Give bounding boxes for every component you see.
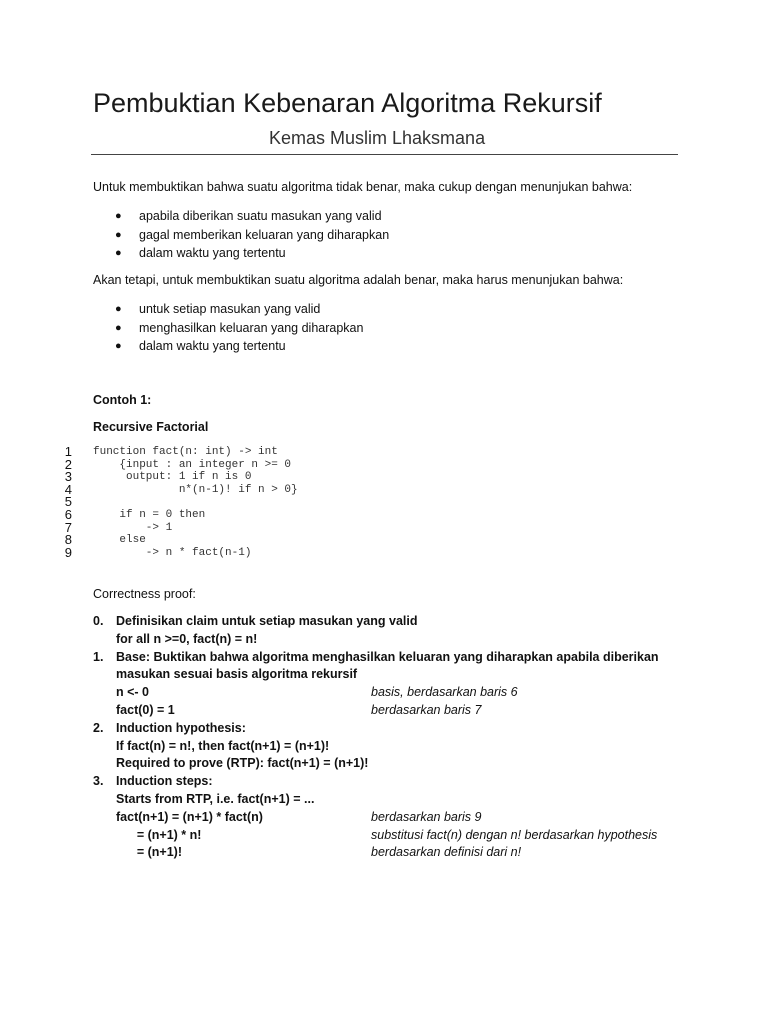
- list-item: ● dalam waktu yang tertentu: [115, 339, 286, 354]
- proof-row: 1. Base: Buktikan bahwa algoritma menghasilkan keluaran yang diharapkan apabila diberikan: [93, 649, 659, 664]
- proof-row: 2. Induction hypothesis:: [93, 720, 246, 735]
- proof-row: If fact(n) = n!, then fact(n+1) = (n+1)!: [116, 738, 330, 753]
- proof-row: fact(0) = 1 berdasarkan baris 7: [93, 702, 659, 720]
- intro-paragraph-1: Untuk membuktikan bahwa suatu algoritma tidak benar, maka cukup dengan menunjukan bahwa:: [93, 180, 633, 194]
- list-item: ● menghasilkan keluaran yang diharapkan: [115, 320, 364, 335]
- title-divider: [91, 154, 678, 155]
- code-line: [93, 496, 298, 509]
- code-line-numbers: [62, 446, 72, 559]
- example-title: Recursive Factorial: [93, 420, 209, 434]
- bullet-list-1: [115, 207, 389, 263]
- proof-row: = (n+1)! berdasarkan definisi dari n!: [93, 844, 659, 862]
- intro-paragraph-2: Akan tetapi, untuk membuktikan suatu algoritma adalah benar, maka harus menunjukan bahwa:: [93, 273, 624, 287]
- proof-row: 0. Definisikan claim untuk setiap masukan yang valid: [93, 614, 418, 628]
- code-line: n*(n-1)! if n > 0}: [93, 483, 298, 496]
- document-title: Pembuktian Kebenaran Algoritma Rekursif: [93, 88, 602, 118]
- line-number: 6: [64, 506, 72, 522]
- bullet-icon: ●: [115, 303, 122, 316]
- proof-row: for all n >=0, fact(n) = n!: [116, 631, 258, 646]
- line-number: 9: [64, 544, 72, 560]
- example-heading: Contoh 1:: [93, 393, 152, 407]
- bullet-icon: ●: [115, 340, 122, 353]
- list-item: ● untuk setiap masukan yang valid: [115, 302, 321, 317]
- code-line: if n = 0 then: [93, 508, 206, 521]
- code-block: [93, 446, 298, 559]
- proof-row: Required to prove (RTP): fact(n+1) = (n+1)!: [116, 756, 369, 771]
- proof-row: Starts from RTP, i.e. fact(n+1) = ...: [116, 791, 315, 806]
- proof-heading: Correctness proof:: [93, 587, 196, 601]
- bullet-icon: ●: [115, 210, 122, 223]
- proof-row: fact(n+1) = (n+1) * fact(n) berdasarkan baris 9: [93, 809, 659, 827]
- bullet-icon: ●: [115, 247, 122, 260]
- proof-list: [93, 613, 659, 862]
- proof-row: masukan sesuai basis algoritma rekursif: [116, 667, 358, 682]
- proof-note: berdasarkan definisi dari n!: [371, 845, 522, 860]
- proof-note: substitusi fact(n) dengan n! berdasarkan hypothesis: [371, 827, 658, 842]
- line-number: 4: [64, 481, 72, 497]
- proof-row: 3. Induction steps:: [93, 774, 213, 789]
- list-item: ● dalam waktu yang tertentu: [115, 246, 286, 261]
- bullet-list-2: [115, 300, 363, 356]
- proof-note: berdasarkan baris 7: [371, 702, 482, 717]
- code-line: -> 1: [93, 521, 173, 534]
- line-number: 5: [64, 494, 72, 510]
- proof-note: basis, berdasarkan baris 6: [371, 685, 518, 700]
- line-number: 2: [64, 456, 72, 472]
- list-item: ● apabila diberikan suatu masukan yang valid: [115, 209, 382, 224]
- proof-note: berdasarkan baris 9: [371, 809, 482, 824]
- proof-row: n <- 0 basis, berdasarkan baris 6: [93, 684, 659, 702]
- code-line: -> n * fact(n-1): [93, 546, 252, 559]
- line-number: 7: [64, 519, 72, 535]
- code-line: {input : an integer n >= 0: [93, 458, 292, 471]
- proof-row: = (n+1) * n! substitusi fact(n) dengan n! berdasarkan hypothesis: [93, 827, 659, 845]
- line-number: 8: [64, 532, 72, 548]
- code-line: output: 1 if n is 0: [93, 471, 252, 484]
- line-number: 3: [64, 469, 72, 485]
- bullet-icon: ●: [115, 228, 122, 241]
- line-number: 1: [64, 444, 72, 459]
- code-line: else: [93, 534, 146, 547]
- list-item: ● gagal memberikan keluaran yang diharapkan: [115, 227, 390, 242]
- author-name: Kemas Muslim Lhaksmana: [269, 128, 486, 148]
- bullet-icon: ●: [115, 321, 122, 334]
- code-line: function fact(n: int) -> int: [93, 446, 278, 458]
